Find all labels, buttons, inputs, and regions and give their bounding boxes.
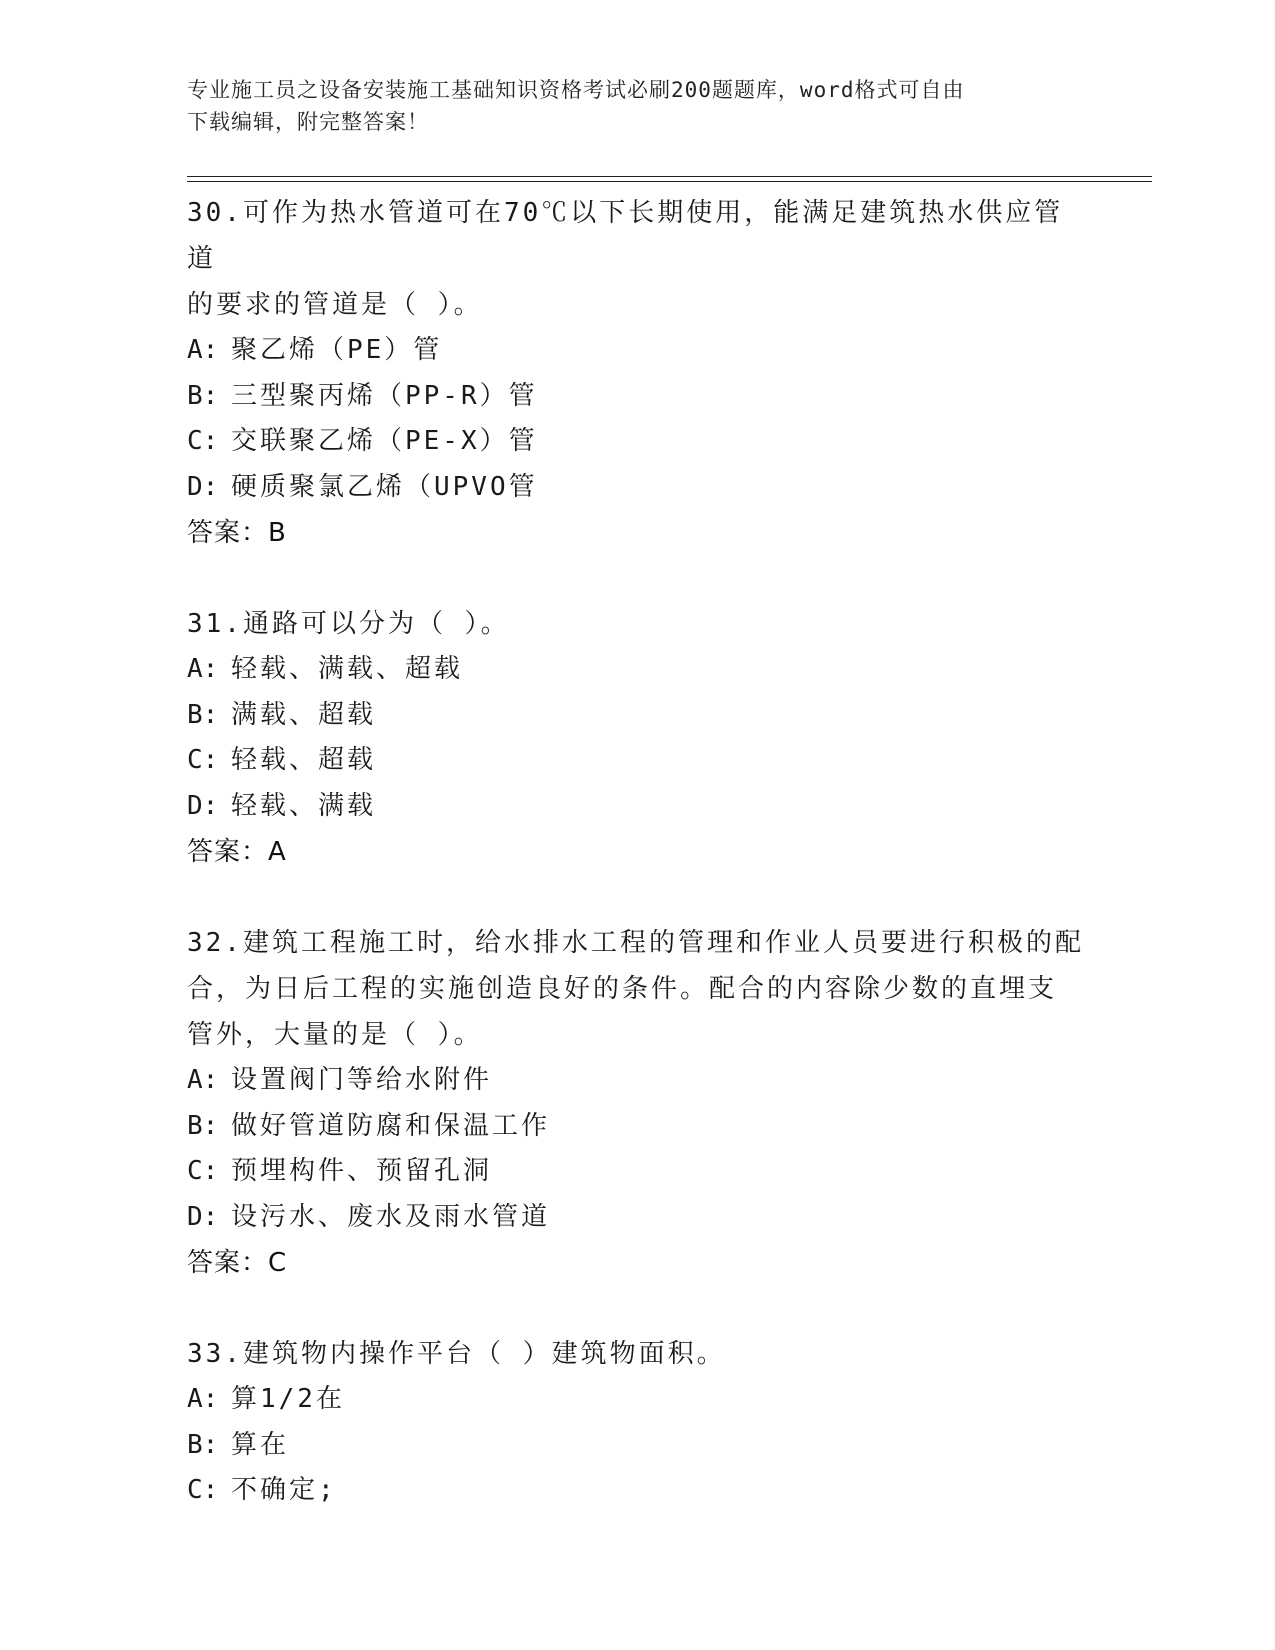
option-text: 算在: [231, 1429, 290, 1460]
option-text: 硬质聚氯乙烯（UPVO管: [231, 471, 538, 502]
header-divider-top: [187, 176, 1152, 177]
option-text: 交联聚乙烯（PE-X）管: [231, 426, 538, 456]
header-divider-bottom: [187, 181, 1152, 182]
question-text: 合，为日后工程的实施创造良好的条件。配合的内容除少数的直埋支: [187, 974, 1058, 1004]
option-letter: B:: [187, 1429, 219, 1460]
option-b: [187, 1104, 1087, 1150]
document-header: [187, 74, 1087, 138]
option-c: [187, 419, 1087, 465]
option-d: [187, 465, 1087, 511]
option-a: [187, 647, 1087, 693]
question-text: 的要求的管道是（ ）。: [187, 290, 483, 320]
answer-label: 答案：B: [187, 518, 287, 548]
option-d: [187, 784, 1087, 830]
question-spacer: [187, 556, 1087, 601]
header-line-1: 专业施工员之设备安装施工基础知识资格考试必刷200题题库，word格式可自由: [187, 78, 965, 102]
option-a: [187, 328, 1087, 374]
option-letter: A:: [187, 1384, 219, 1414]
question-32: [187, 920, 1087, 1286]
option-text: 聚乙烯（PE）管: [231, 335, 443, 365]
option-letter: A:: [187, 654, 219, 684]
option-a: [187, 1058, 1087, 1104]
option-c: [187, 1468, 1087, 1514]
option-letter: D:: [187, 790, 219, 821]
question-spacer: [187, 1286, 1087, 1331]
option-letter: B:: [187, 1110, 219, 1141]
answer-label: 答案：A: [187, 837, 287, 867]
question-text: 33.建筑物内操作平台（ ）建筑物面积。: [187, 1339, 726, 1369]
option-c: [187, 1149, 1087, 1195]
option-text: 做好管道防腐和保温工作: [231, 1110, 551, 1141]
option-b: [187, 693, 1087, 739]
question-31: [187, 601, 1087, 875]
header-line-2: 下载编辑，附完整答案！: [187, 110, 429, 134]
option-text: 设污水、废水及雨水管道: [231, 1201, 551, 1232]
option-letter: A:: [187, 1065, 219, 1095]
option-letter: A:: [187, 335, 219, 365]
option-text: 不确定;: [231, 1475, 337, 1505]
option-text: 设置阀门等给水附件: [231, 1065, 493, 1095]
option-text: 轻载、满载: [231, 790, 377, 821]
question-30: [187, 190, 1087, 556]
question-text: 31.通路可以分为（ ）。: [187, 609, 510, 639]
option-text: 轻载、超载: [231, 745, 377, 775]
question-text: 32.建筑工程施工时，给水排水工程的管理和作业人员要进行积极的配: [187, 928, 1084, 958]
option-letter: C:: [187, 426, 219, 456]
option-text: 三型聚丙烯（PP-R）管: [231, 380, 538, 411]
option-letter: C:: [187, 1156, 219, 1186]
option-d: [187, 1195, 1087, 1241]
option-letter: D:: [187, 1201, 219, 1232]
question-list: [187, 190, 1087, 1514]
option-text: 满载、超载: [231, 699, 377, 730]
option-c: [187, 738, 1087, 784]
option-letter: D:: [187, 471, 219, 502]
option-text: 算1/2在: [231, 1384, 345, 1414]
question-text: 30.可作为热水管道可在70℃以下长期使用，能满足建筑热水供应管道: [187, 198, 1064, 274]
option-letter: C:: [187, 745, 219, 775]
question-text: 管外，大量的是（ ）。: [187, 1020, 483, 1050]
question-spacer: [187, 875, 1087, 920]
answer-label: 答案：C: [187, 1248, 288, 1278]
option-b: [187, 374, 1087, 420]
option-letter: C:: [187, 1475, 219, 1505]
question-33: [187, 1331, 1087, 1514]
option-a: [187, 1377, 1087, 1423]
option-b: [187, 1423, 1087, 1469]
option-text: 轻载、满载、超载: [231, 654, 464, 684]
option-letter: B:: [187, 380, 219, 411]
option-letter: B:: [187, 699, 219, 730]
option-text: 预埋构件、预留孔洞: [231, 1156, 493, 1186]
